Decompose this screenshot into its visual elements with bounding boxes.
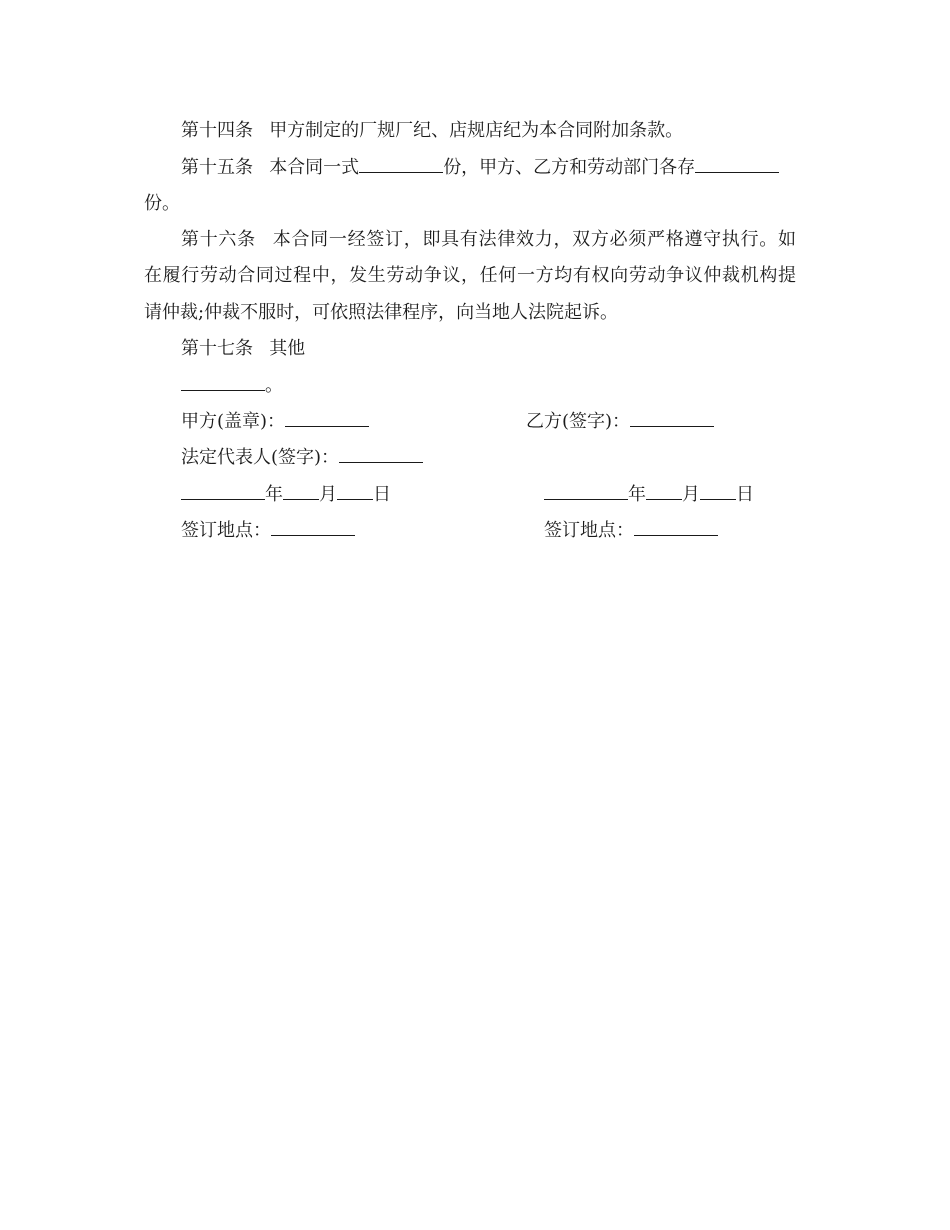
clause-17-head: 第十七条 bbox=[181, 338, 253, 359]
date-a-month-blank[interactable] bbox=[283, 480, 319, 500]
copies-each-blank[interactable] bbox=[695, 153, 779, 173]
copies-total-blank[interactable] bbox=[359, 153, 443, 173]
clause-15 bbox=[181, 150, 796, 186]
clause-14-text: 甲方制定的厂规厂纪、店规店纪为本合同附加条款。 bbox=[269, 120, 684, 141]
clause-16-line-2 bbox=[144, 258, 796, 294]
clause-15-text-b: 份，甲方、乙方和劳动部门各存 bbox=[443, 157, 696, 178]
legal-rep-signature-blank[interactable] bbox=[339, 443, 423, 463]
party-b-signature-blank[interactable] bbox=[630, 407, 714, 427]
place-b-label: 签订地点： bbox=[544, 520, 634, 541]
clause-16-line-2-text: 在履行劳动合同过程中，发生劳动争议，任何一方均有权向劳动争议仲裁机构提 bbox=[144, 265, 796, 286]
clause-14-head: 第十四条 bbox=[181, 120, 253, 141]
date-b-year-label: 年 bbox=[628, 484, 646, 505]
clause-14 bbox=[181, 113, 796, 149]
clause-16-line-3-text: 请仲裁;仲裁不服时，可依照法律程序，向当地人法院起诉。 bbox=[144, 302, 619, 323]
clause-16-line-1 bbox=[181, 222, 796, 258]
date-a-month-label: 月 bbox=[319, 484, 337, 505]
party-a-seal-blank[interactable] bbox=[285, 407, 369, 427]
legal-rep-label: 法定代表人(签字)： bbox=[181, 447, 340, 468]
date-b-day-blank[interactable] bbox=[700, 480, 736, 500]
clause-15-head: 第十五条 bbox=[181, 157, 253, 178]
legal-rep-row bbox=[181, 440, 796, 476]
clause-17-text: 其他 bbox=[269, 338, 306, 359]
date-b-month-blank[interactable] bbox=[646, 480, 682, 500]
clause-17-end: 。 bbox=[265, 375, 283, 396]
date-b-year-blank[interactable] bbox=[544, 480, 628, 500]
date-a-day-blank[interactable] bbox=[337, 480, 373, 500]
clause-16-head: 第十六条 bbox=[181, 229, 256, 250]
clause-17-content bbox=[181, 368, 796, 404]
clause-15-line-2-text: 份。 bbox=[144, 193, 180, 214]
clause-16-line-1-text: 本合同一经签订，即具有法律效力，双方必须严格遵守执行。如 bbox=[272, 229, 797, 250]
date-b-month-label: 月 bbox=[682, 484, 700, 505]
clause-16-line-3 bbox=[144, 295, 796, 331]
party-a-label: 甲方(盖章)： bbox=[181, 411, 286, 432]
clause-15-line-2 bbox=[144, 186, 796, 222]
date-a-day-label: 日 bbox=[373, 484, 391, 505]
place-b-blank[interactable] bbox=[634, 516, 718, 536]
date-b-row bbox=[544, 477, 796, 513]
date-a-year-blank[interactable] bbox=[181, 480, 265, 500]
other-terms-blank[interactable] bbox=[181, 371, 265, 391]
date-b-day-label: 日 bbox=[736, 484, 754, 505]
party-b bbox=[526, 404, 796, 440]
date-a-year-label: 年 bbox=[265, 484, 283, 505]
clause-15-text-a: 本合同一式 bbox=[269, 157, 360, 178]
party-b-label: 乙方(签字)： bbox=[526, 411, 631, 432]
place-a-blank[interactable] bbox=[271, 516, 355, 536]
place-a-label: 签订地点： bbox=[181, 520, 271, 541]
clause-17 bbox=[181, 331, 796, 367]
place-b-row bbox=[544, 513, 796, 549]
